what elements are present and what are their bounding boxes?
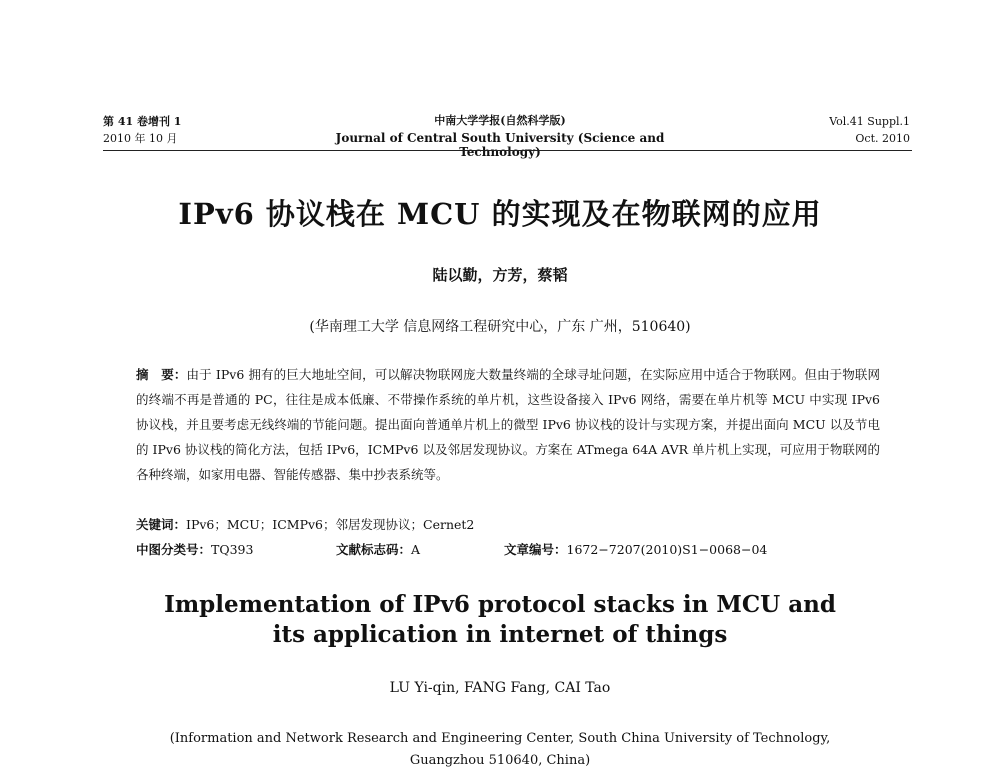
- abstract-zh: [136, 362, 880, 487]
- keywords-zh: [136, 516, 474, 534]
- affiliation-en: [0, 728, 1000, 772]
- clc-number: [136, 541, 253, 559]
- affiliation-zh: (华南理工大学 信息网络工程研究中心，广东 广州，510640): [309, 319, 691, 335]
- keywords-label: 关键词：: [136, 517, 187, 532]
- issue-date-zh: 2010 年 10 月: [103, 132, 178, 145]
- authors-en: LU Yi-qin, FANG Fang, CAI Tao: [389, 680, 611, 696]
- article-number: [504, 541, 767, 559]
- affiliation-en-line1: (Information and Network Research and Engineering Center, South China University of Technology,: [169, 731, 831, 746]
- header-left: [103, 115, 181, 146]
- journal-name-zh: 中南大学学报(自然科学版): [434, 114, 566, 127]
- article-number-value: 1672−7207(2010)S1−0068−04: [566, 542, 768, 557]
- abstract-text: 由于 IPv6 拥有的巨大地址空间，可以解决物联网庞大数量终端的全球寻址问题，在实际应用中适合于物联网。但由于物联网的终端不再是普通的 PC，往往是成本低廉、不带操作系统的单片机，这些设备接入 IPv6 网络，需要在单片机等 MCU 中实现 IPv6 协议栈，并且要考虑无线终端的节能问题。提出面向普通单片机上的微型 IPv6 协议栈的设计与实现方案，并提出面向 MCU 以及节电的 IPv6 协议栈的简化方法，包括 IPv6，ICMPv6 以及邻居发现协议。方案在 ATmega 64A AVR 单片机上实现，可应用于物联网的各种终端，如家用电器、智能传感器、集中抄表系统等。: [136, 367, 880, 482]
- header-right: [829, 115, 910, 146]
- clc-value: TQ393: [211, 542, 254, 557]
- authors-zh: 陆以勤，方芳，蔡韬: [432, 266, 568, 284]
- title-en-line2: its application in internet of things: [272, 621, 728, 648]
- header-center: [300, 114, 700, 159]
- volume-issue: 第 41 卷增刊 1: [103, 115, 182, 128]
- abstract-label: 摘 要：: [136, 367, 187, 382]
- paper-title-zh: IPv6 协议栈在 MCU 的实现及在物联网的应用: [178, 197, 822, 231]
- issue-date-en: Oct. 2010: [855, 132, 910, 145]
- header-divider: [103, 150, 912, 151]
- affiliation-en-line2: Guangzhou 510640, China): [409, 753, 591, 768]
- doc-code-label: 文献标志码：: [336, 542, 412, 557]
- volume-suppl-en: Vol.41 Suppl.1: [829, 115, 910, 128]
- article-number-label: 文章编号：: [504, 542, 567, 557]
- title-en-line1: Implementation of IPv6 protocol stacks in MCU and: [164, 591, 836, 618]
- paper-title-en: [0, 590, 1000, 650]
- document-code: [336, 541, 420, 559]
- journal-name-en: Journal of Central South University (Science and Technology): [335, 131, 665, 159]
- clc-label: 中图分类号：: [136, 542, 212, 557]
- keywords-text: IPv6；MCU；ICMPv6；邻居发现协议；Cernet2: [186, 517, 475, 532]
- doc-code-value: A: [411, 542, 421, 557]
